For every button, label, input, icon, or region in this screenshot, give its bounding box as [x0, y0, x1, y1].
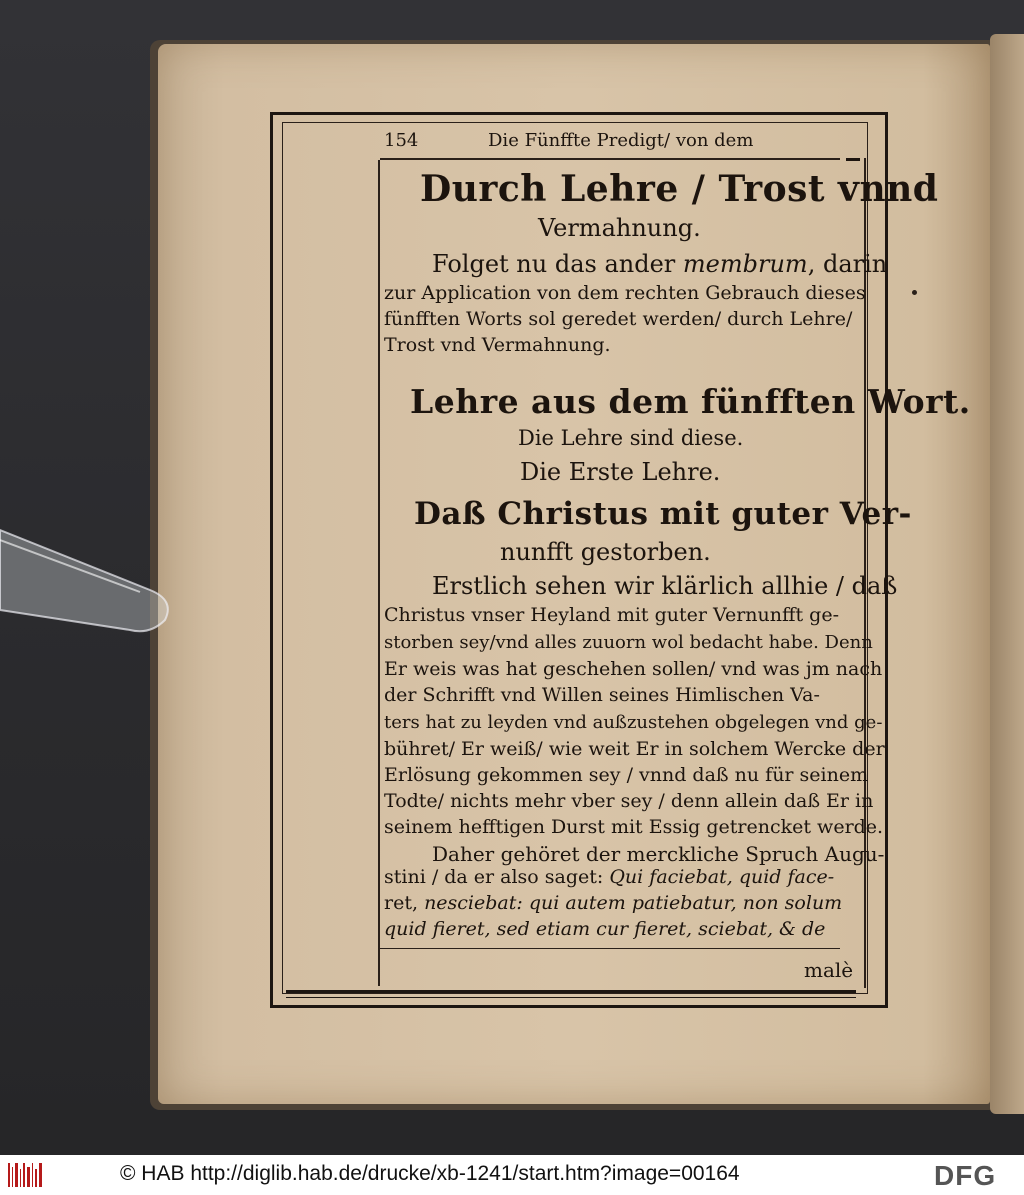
paragraph1-line-6: ters hat zu leyden vnd außzustehen obgelegen vnd ge-: [384, 712, 883, 733]
paragraph1-line-2: Christus vnser Heyland mit guter Vernunfft ge-: [384, 604, 840, 626]
lesson-title-line-2: nunfft gestorben.: [500, 538, 711, 566]
paragraph2-line-3: [384, 892, 842, 914]
latin-quote-2: nesciebat: qui autem patiebatur, non solum: [424, 892, 843, 914]
intro-line-1: [432, 250, 887, 278]
first-lesson-heading: Die Erste Lehre.: [520, 458, 721, 486]
adjacent-page-edge: [990, 34, 1024, 1114]
paragraph2-line-1: Daher gehöret der merckliche Spruch Augu-: [432, 842, 885, 866]
intro-latin-word: membrum: [682, 250, 808, 278]
paragraph1-line-4: Er weis was hat geschehen sollen/ vnd was jm nach: [384, 658, 883, 680]
catchword: malè: [804, 958, 854, 982]
barcode-icon: [6, 1159, 46, 1191]
paragraph1-line-8: Erlösung gekommen sey / vnnd daß nu für seinem: [384, 764, 869, 786]
header-dash: [846, 158, 860, 161]
intro-line-4: Trost vnd Vermahnung.: [384, 334, 611, 356]
header-rule: [380, 158, 840, 160]
section-title: Lehre aus dem fünfften Wort.: [410, 382, 971, 421]
book-clamp-icon: [0, 520, 180, 650]
paragraph2-line-2: [384, 866, 834, 888]
dfg-logo: DFG: [934, 1160, 997, 1191]
intro-line-1-text: Folget nu das ander: [432, 250, 676, 278]
lessons-intro: Die Lehre sind diese.: [518, 426, 744, 450]
page-number: 154: [384, 130, 419, 151]
paragraph2-line-2-text: stini / da er also saget:: [384, 866, 604, 888]
paragraph1-line-5: der Schrifft vnd Willen seines Himlischen Va-: [384, 684, 820, 706]
footer-rule: [380, 948, 840, 949]
latin-quote-3: quid fieret, sed etiam cur fieret, sciebat, & de: [384, 918, 826, 940]
ink-spot: [912, 290, 917, 295]
title-line-2: Vermahnung.: [538, 214, 701, 242]
intro-line-2: zur Application von dem rechten Gebrauch dieses: [384, 282, 866, 304]
latin-quote-1: Qui faciebat, quid face-: [609, 866, 835, 888]
bottom-border: [286, 990, 856, 998]
paragraph2-line-3-text: ret,: [384, 892, 419, 914]
lesson-title-line-1: Daß Christus mit guter Ver-: [414, 496, 912, 532]
title-line-1: Durch Lehre / Trost vnnd: [420, 168, 939, 210]
paragraph1-line-3: storben sey/vnd alles zuuorn wol bedacht habe. Denn: [384, 632, 873, 653]
left-text-rule: [378, 160, 380, 986]
paragraph1-line-7: bühret/ Er weiß/ wie weit Er in solchem Wercke der: [384, 738, 885, 760]
intro-line-3: fünfften Worts sol geredet werden/ durch Lehre/: [384, 308, 853, 330]
paragraph1-line-1: Erstlich sehen wir klärlich allhie / daß: [432, 572, 898, 600]
running-title: Die Fünffte Predigt/ von dem: [488, 130, 754, 151]
paragraph1-line-10: seinem hefftigen Durst mit Essig getrencket werde.: [384, 816, 884, 838]
paragraph1-line-9: Todte/ nichts mehr vber sey / denn allein daß Er in: [384, 790, 874, 812]
intro-line-1-end: , darin: [807, 250, 888, 278]
source-url-link[interactable]: © HAB http://diglib.hab.de/drucke/xb-1241/start.htm?image=00164: [120, 1162, 740, 1185]
